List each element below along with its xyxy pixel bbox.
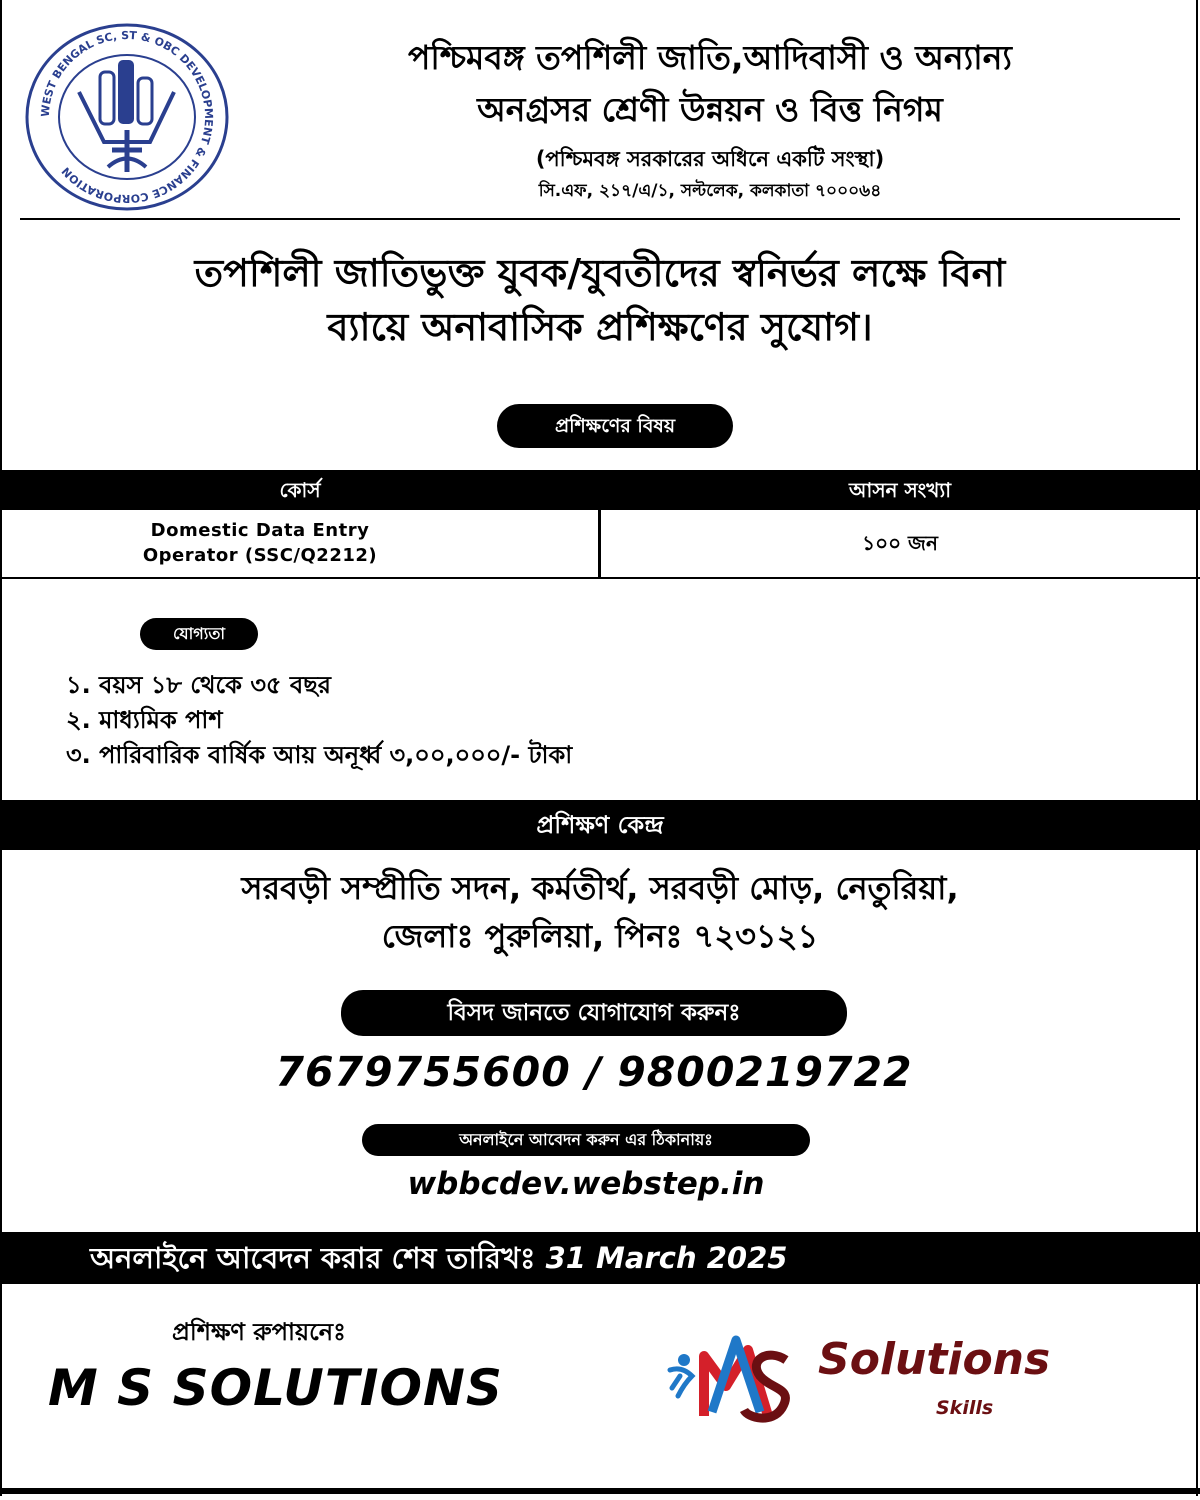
headline [20,246,1180,354]
headline-line1: তপশিলী জাতিভুক্ত যুবক/যুবতীদের স্বনির্ভর লক্ষে বিনা [194,251,1006,295]
training-center-address [20,864,1180,960]
implementer-label: প্রশিক্ষণ রুপায়নেঃ [172,1318,346,1346]
table-row [0,510,1200,579]
table-header-course: কোর্স [279,478,321,502]
deadline-label: অনলাইনে আবেদন করার শেষ তারিখঃ [90,1241,536,1275]
org-address: সি.এফ, ২১৭/এ/১, সল্টলেক, কলকাতা ৭০০০৬৪ [538,181,882,201]
list-item: ১. বয়স ১৮ থেকে ৩৫ বছর [66,671,331,699]
logo-ring-text: WEST BENGAL SC, ST & OBC DEVELOPMENT & FINANCE CORPORATION [38,28,216,206]
eligibility-badge: যোগ্যতা [140,618,258,650]
ms-solutions-logo [664,1326,820,1430]
course-name-line1: Domestic Data Entry [150,520,370,541]
corporation-logo [24,22,230,212]
course-name [60,518,460,568]
center-address-line2: জেলাঃ পুরুলিয়া, পিনঃ ৭২৩১২১ [381,917,819,955]
org-title-line2: অনগ্রসর শ্রেণী উন্নয়ন ও বিত্ত নিগম [477,90,943,129]
org-title-line1: পশ্চিমবঙ্গ তপশিলী জাতি,আদিবাসী ও অন্যান্য [408,38,1012,77]
headline-line2: ব্যায়ে অনাবাসিক প্রশিক্ষণের সুযোগ। [327,305,873,349]
list-item: ৩. পারিবারিক বার্ষিক আয় অনূর্ধ্ব ৩,০০,০০০/- টাকা [66,741,573,769]
course-table-header [0,470,1200,510]
brand-tagline: Skills [936,1397,994,1419]
brand-name: Solutions [818,1334,1051,1385]
logo-emblem [79,60,174,172]
phone-numbers[interactable]: 7679755600 / 9800219722 [275,1048,913,1096]
training-center-bar: প্রশিক্ষণ কেন্দ্র [0,800,1200,850]
table-header-seats: আসন সংখ্যা [849,478,951,502]
deadline-bar [0,1232,1200,1284]
deadline-date: 31 March 2025 [545,1241,788,1275]
header-divider [20,218,1180,220]
eligibility-list [66,668,572,773]
website-link[interactable]: wbbcdev.webstep.in [407,1166,765,1202]
training-subject-badge: প্রশিক্ষণের বিষয় [497,404,733,448]
contact-badge: বিসদ জানতে যোগাযোগ করুনঃ [341,990,847,1036]
center-address-line1: সরবড়ী সম্প্রীতি সদন, কর্মতীর্থ, সরবড়ী মোড়, নেতুরিয়া, [241,869,959,907]
org-title [240,32,1180,136]
org-subtitle: (পশ্চিমবঙ্গ সরকারের অধিনে একটি সংস্থা) [535,147,885,171]
bottom-rule [0,1488,1200,1494]
list-item: ২. মাধ্যমিক পাশ [66,706,223,734]
online-apply-badge: অনলাইনে আবেদন করুন এর ঠিকানায়ঃ [362,1124,810,1156]
seat-count: ১০০ জন [862,531,938,555]
course-name-line2: Operator (SSC/Q2212) [142,545,378,566]
implementer-name: M S SOLUTIONS [48,1359,503,1417]
